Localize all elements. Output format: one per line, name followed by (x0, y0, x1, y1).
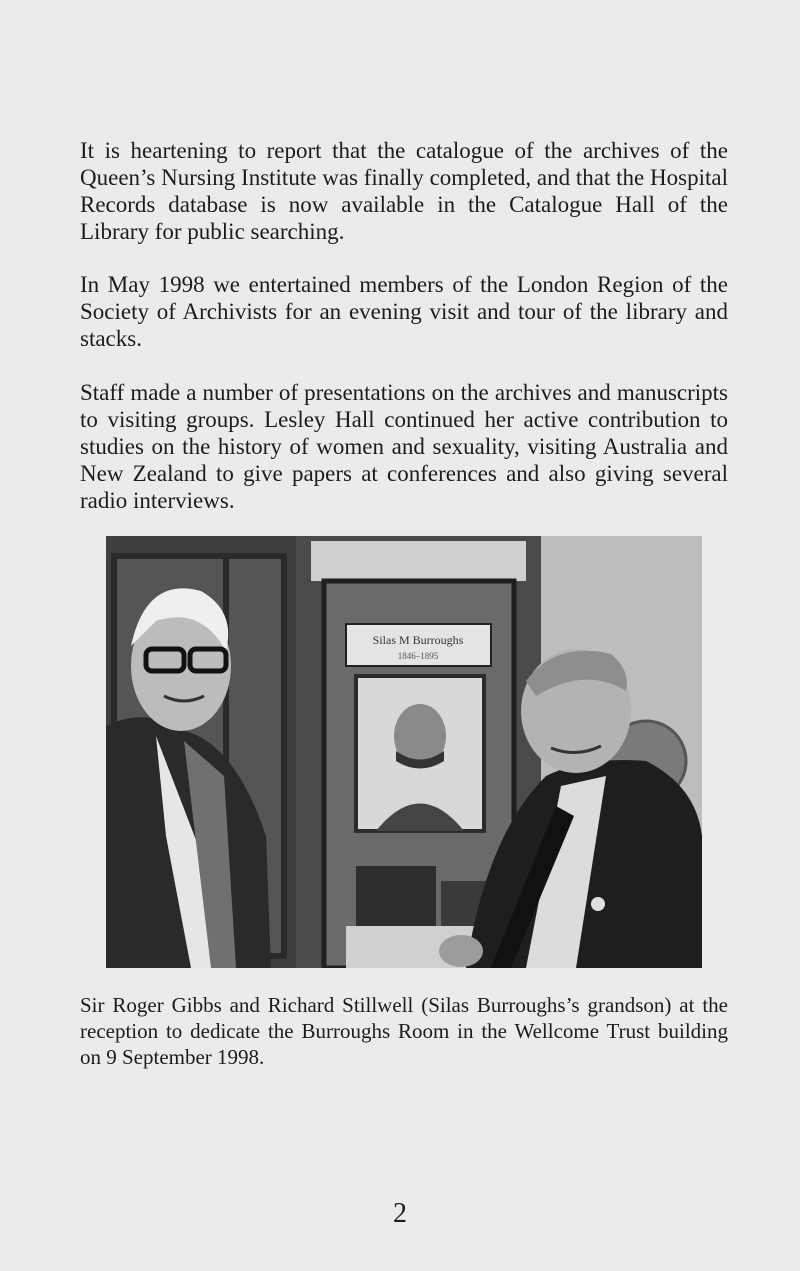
page-number: 2 (393, 1198, 407, 1229)
photo-caption: Sir Roger Gibbs and Richard Stillwell (Silas Burroughs’s grandson) at the reception to dedicate the Burroughs Room in the Wellcome Trust building on 9 September 1998. (80, 993, 728, 1069)
portrait-dates: 1846–1895 (397, 651, 439, 661)
paragraph-presentations: Staff made a number of presentations on the archives and manuscripts to visiting groups. Lesley Hall continued her active contribution to studies on the history of women and sexuality, visiting Australia and New Zealand to give papers at conferences and also giving several radio interviews. (80, 380, 728, 513)
portrait-name-plaque: Silas M Burroughs (372, 633, 464, 647)
paragraph-society-visit: In May 1998 we entertained members of the London Region of the Society of Archivists for an evening visit and tour of the library and stacks. (80, 272, 728, 351)
paragraph-catalogue: It is heartening to report that the catalogue of the archives of the Queen’s Nursing Institute was finally completed, and that the Hospital Records database is now available in the Catalogue Hall of the Library for public searching. (80, 138, 728, 244)
photo-illustration (106, 536, 702, 968)
photograph (106, 536, 702, 968)
